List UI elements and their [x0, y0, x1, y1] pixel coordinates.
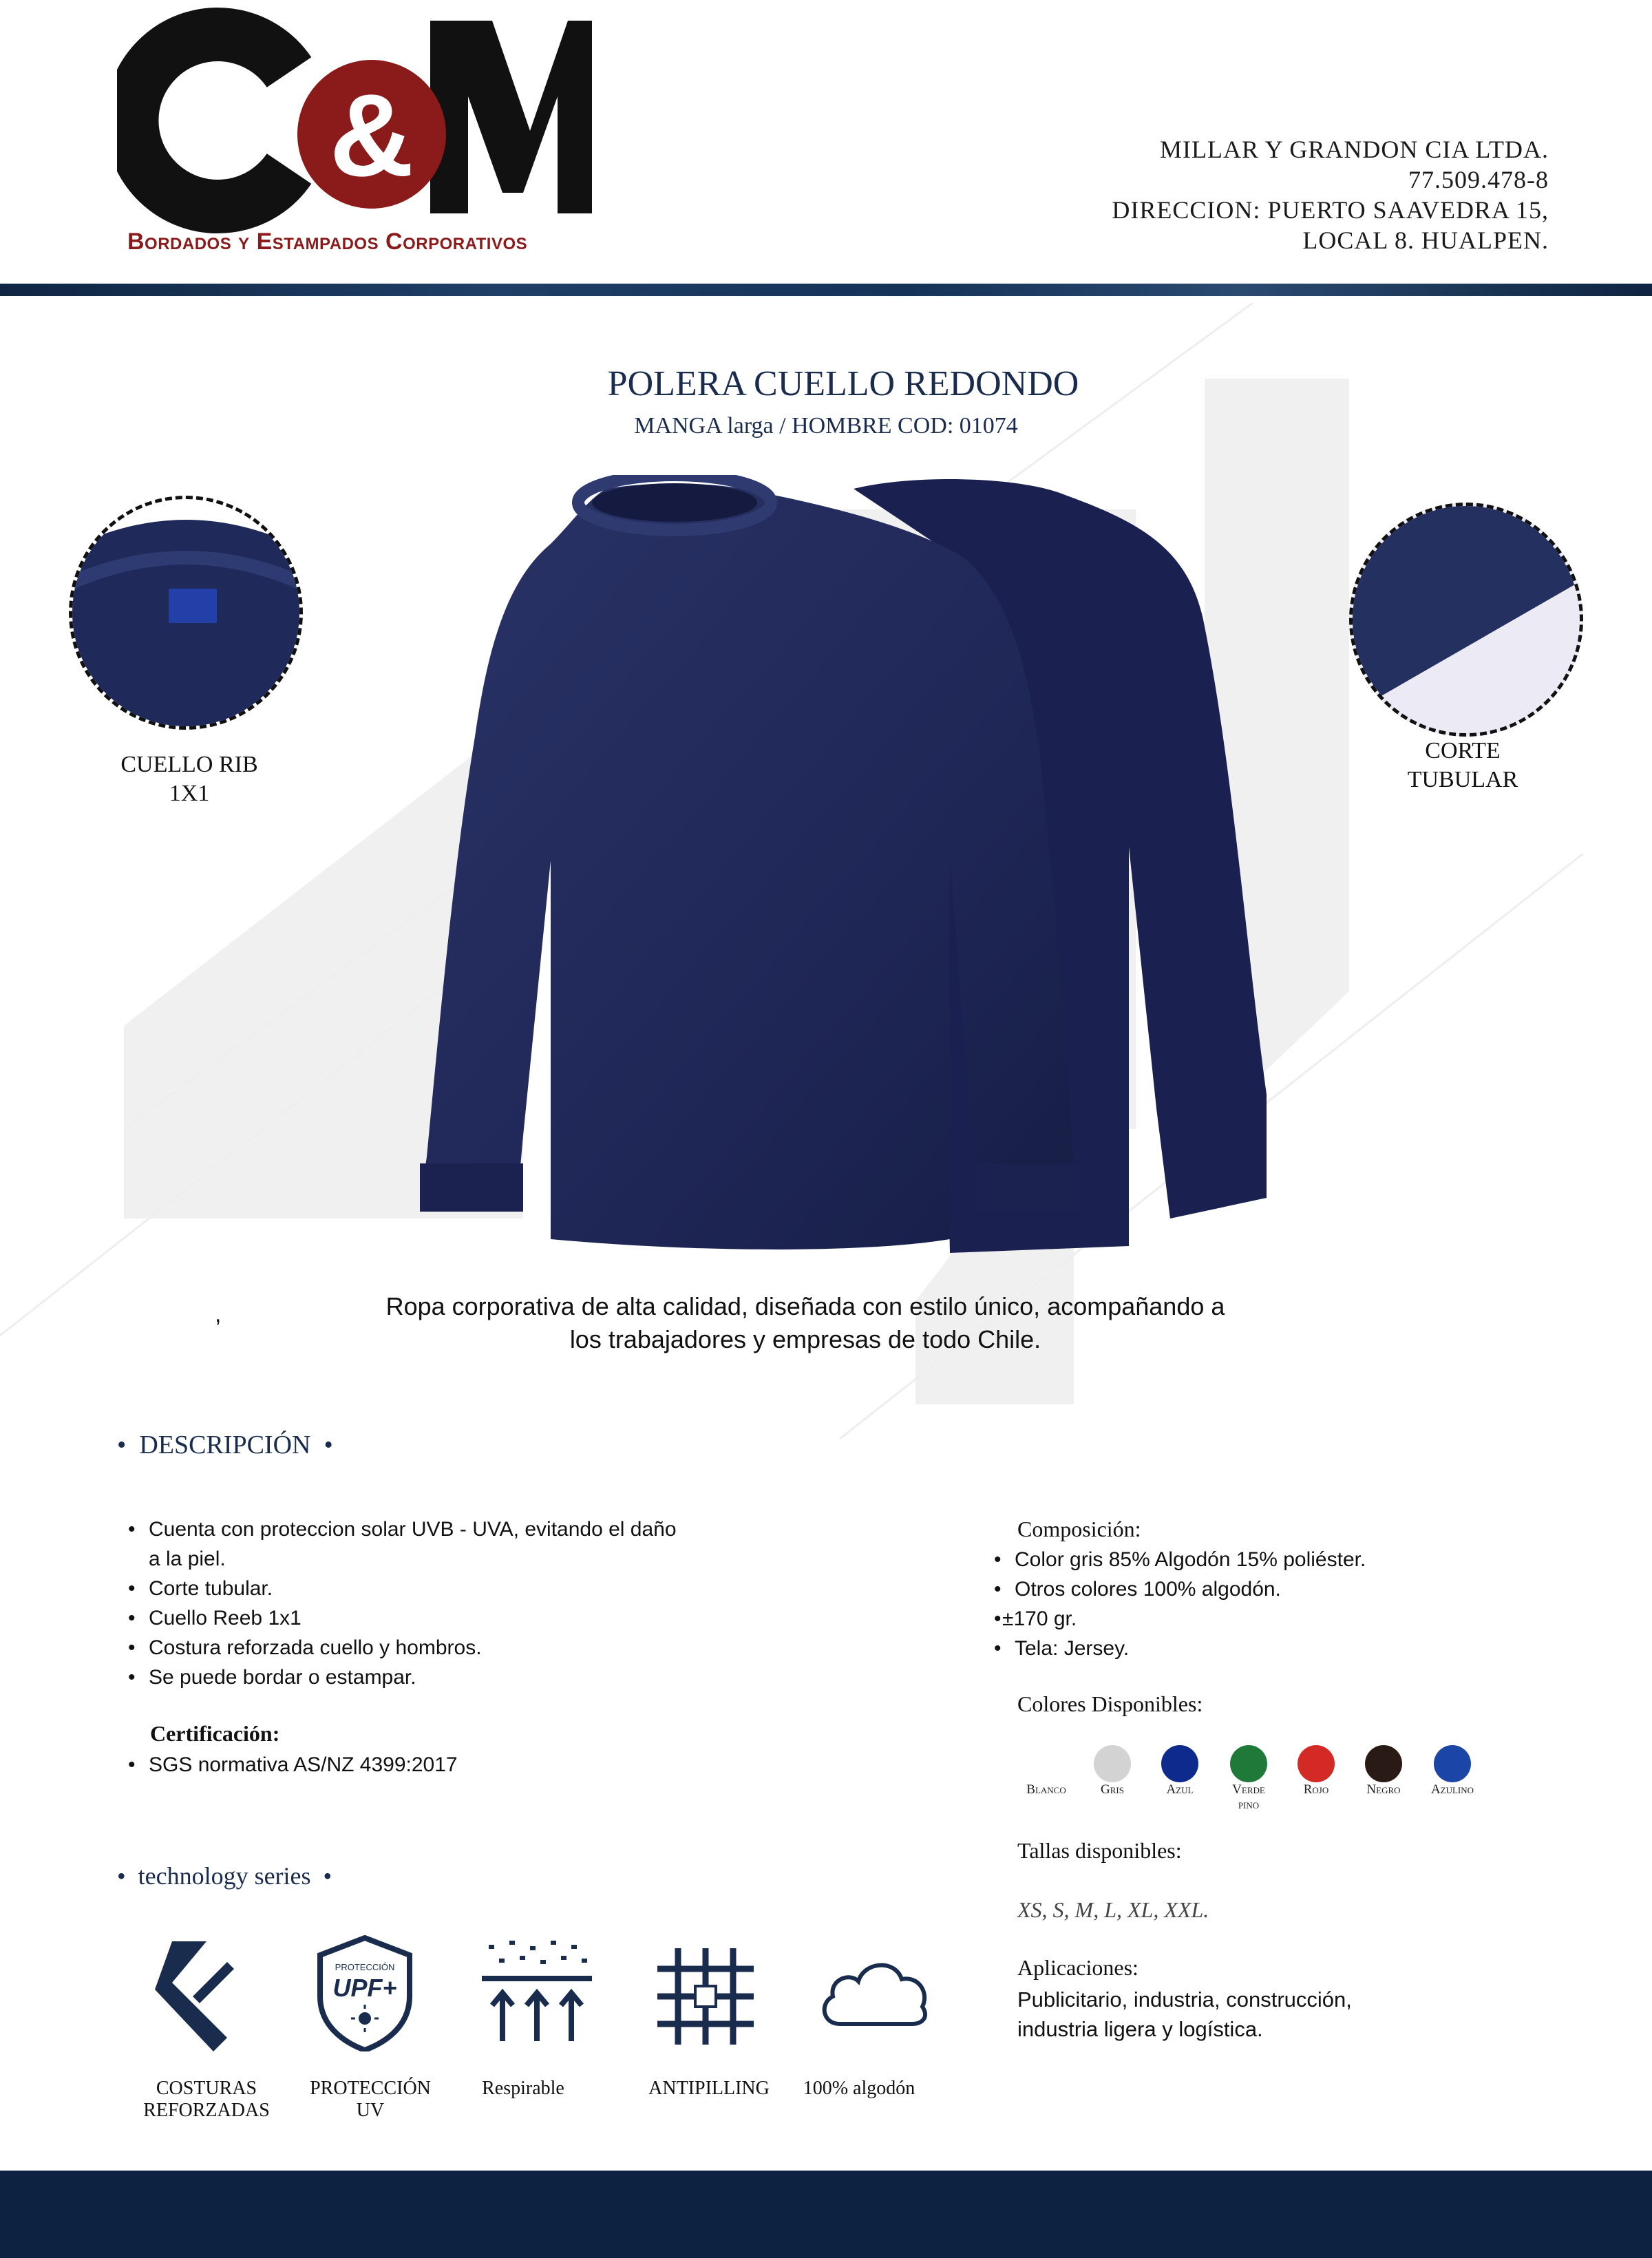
svg-text:UPF+: UPF+	[332, 1974, 397, 2002]
collar-detail-image	[69, 496, 303, 730]
certification-heading: Certificación:	[150, 1721, 280, 1746]
certification-list	[128, 1750, 748, 1780]
swatch-dot	[1230, 1745, 1267, 1782]
color-swatches	[1005, 1745, 1556, 1821]
swatch-dot	[1161, 1745, 1198, 1782]
list-item: • ±170 gr.	[994, 1607, 1077, 1630]
collar-label-line2: 1X1	[169, 781, 210, 806]
company-rut: 77.509.478-8	[1408, 166, 1549, 193]
reinforced-seams-icon	[151, 1934, 241, 2051]
colors-heading: Colores Disponibles:	[1017, 1691, 1203, 1716]
logo	[117, 7, 599, 268]
list-item: • Cuello Reeb 1x1	[128, 1607, 301, 1629]
description-heading-text: DESCRIPCIÓN	[139, 1431, 311, 1459]
list-item: • Color gris 85% Algodón 15% poliéster.	[994, 1548, 1366, 1571]
logo-graphic	[117, 7, 599, 234]
header-rule	[0, 284, 1652, 296]
swatch-azulino[interactable]	[1411, 1745, 1494, 1797]
upf-shield-icon	[313, 1934, 416, 2051]
swatch-label: Azulino	[1430, 1782, 1474, 1797]
swatch-dot	[1028, 1745, 1065, 1782]
hem-label-line2: TUBULAR	[1407, 767, 1518, 792]
logo-tagline: Bordados y Estampados Corporativos	[127, 229, 528, 255]
sizes-values: XS, S, M, L, XL, XXL.	[1017, 1897, 1209, 1922]
intro-line1: Ropa corporativa de alta calidad, diseñada con estilo único, acompañando a	[385, 1292, 1225, 1320]
antipilling-icon	[657, 1948, 754, 2045]
swatch-label: Verde	[1232, 1782, 1265, 1797]
svg-text:PROTECCIÓN: PROTECCIÓN	[335, 1962, 395, 1972]
tech-label-seams: COSTURAS REFORZADAS	[143, 2078, 270, 2121]
list-item: • Cuenta con proteccion solar UVB - UVA, evitando el daño	[128, 1518, 677, 1541]
swatch-label: Rojo	[1303, 1782, 1329, 1797]
collar-closeup	[72, 499, 299, 726]
swatch-dot	[1094, 1745, 1131, 1782]
swatch-dot	[1365, 1745, 1402, 1782]
swatch-label: Azul	[1166, 1782, 1194, 1797]
applications-line1: Publicitario, industria, construcción,	[1017, 1987, 1352, 2012]
shirt-image	[344, 475, 1335, 1267]
composition-heading: Composición:	[1017, 1517, 1141, 1541]
intro-line2: los trabajadores y empresas de todo Chile.	[569, 1325, 1041, 1353]
swatch-dot	[1298, 1745, 1335, 1782]
hem-closeup	[1353, 506, 1580, 733]
applications-text	[1017, 1985, 1352, 2044]
list-item: • Otros colores 100% algodón.	[994, 1578, 1281, 1601]
company-address-2: LOCAL 8. HUALPEN.	[1302, 226, 1549, 254]
stray-comma: ,	[215, 1301, 222, 1327]
technology-heading: • technology series •	[117, 1862, 332, 1890]
product-subtitle: MANGA larga / HOMBRE COD: 01074	[634, 413, 1018, 439]
list-item: • Costura reforzada cuello y hombros.	[128, 1636, 482, 1659]
list-item: • Tela: Jersey.	[994, 1637, 1130, 1660]
intro-text	[275, 1290, 1335, 1356]
hem-label	[1349, 737, 1576, 794]
swatch-dot	[1434, 1745, 1471, 1782]
swatch-label-2: pino	[1238, 1797, 1260, 1812]
company-address: DIRECCION: PUERTO SAAVEDRA 15,	[1112, 196, 1549, 224]
tech-label-breathable: Respirable	[482, 2078, 564, 2099]
swatch-label: Gris	[1101, 1782, 1124, 1797]
collar-label	[76, 750, 303, 808]
product-title: POLERA CUELLO REDONDO	[607, 364, 1079, 403]
list-item: a la piel.	[149, 1548, 226, 1570]
list-item: • Se puede bordar o estampar.	[128, 1666, 416, 1689]
company-info	[1112, 134, 1549, 255]
technology-heading-text: technology series	[138, 1862, 311, 1890]
cloud-icon	[816, 1955, 933, 2031]
composition-list	[994, 1545, 1545, 1663]
applications-heading: Aplicaciones:	[1017, 1955, 1139, 1980]
description-list	[128, 1515, 748, 1692]
tech-label-antipilling: ANTIPILLING	[648, 2078, 770, 2099]
applications-line2: industria ligera y logística.	[1017, 2017, 1263, 2041]
swatch-label: Blanco	[1026, 1782, 1066, 1797]
sizes-heading: Tallas disponibles:	[1017, 1838, 1182, 1863]
breathable-icon	[482, 1938, 592, 2048]
list-item: • SGS normativa AS/NZ 4399:2017	[128, 1753, 458, 1776]
description-heading: • DESCRIPCIÓN •	[117, 1431, 333, 1459]
hem-label-line1: CORTE	[1425, 738, 1501, 763]
swatch-label: Negro	[1366, 1782, 1401, 1797]
tech-label-uv: PROTECCIÓN UV	[310, 2078, 431, 2121]
tech-label-cotton: 100% algodón	[803, 2078, 915, 2099]
hem-detail-image	[1349, 503, 1583, 737]
company-name: MILLAR Y GRANDON CIA LTDA.	[1160, 136, 1549, 163]
list-item: • Corte tubular.	[128, 1577, 273, 1600]
svg-text:&: &	[329, 70, 414, 201]
collar-label-line1: CUELLO RIB	[120, 752, 258, 777]
footer-band	[0, 2171, 1652, 2258]
